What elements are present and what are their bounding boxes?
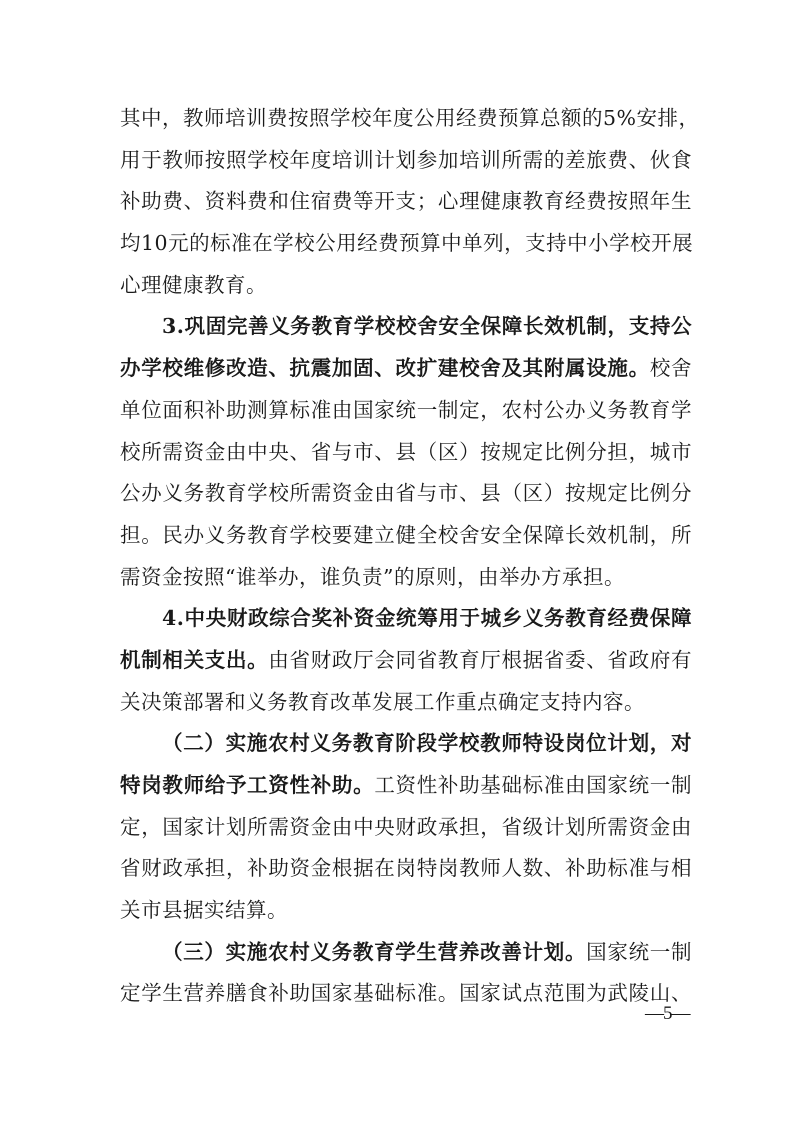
body-text: 单位面积补助测算标准由国家统一制定，农村公办义务教育学	[120, 397, 692, 422]
body-text: 公办义务教育学校所需资金由省与市、县（区）按规定比例分	[120, 481, 692, 506]
text-line	[120, 223, 692, 265]
body-text: 由省财政厅会同省教育厅根据省委、省政府有	[268, 647, 693, 672]
body-text: 均10元的标准在学校公用经费预算中单列，支持中小学校开展	[120, 231, 694, 256]
body-text: 心理健康教育。	[120, 272, 267, 297]
body-text: 省财政承担，补助资金根据在岗特岗教师人数、补助标准与相	[120, 856, 692, 881]
body-text: 校所需资金由中央、省与市、县（区）按规定比例分担，城市	[120, 439, 692, 464]
text-line	[120, 515, 692, 557]
text-line	[120, 932, 692, 974]
body-text: 校舍	[649, 356, 693, 381]
bold-heading-text: 4.中央财政综合奖补资金统筹用于城乡义务教育经费保障	[162, 606, 692, 631]
text-line	[120, 390, 692, 432]
body-text: 担。民办义务教育学校要建立健全校舍安全保障长效机制，所	[120, 522, 692, 547]
bold-heading-text: 办学校维修改造、抗震加固、改扩建校舍及其附属设施。	[120, 356, 650, 381]
text-line	[120, 432, 692, 474]
text-line	[120, 348, 692, 390]
text-line	[120, 682, 692, 724]
body-text: 需资金按照“谁举办，谁负责”的原则，由举办方承担。	[120, 564, 625, 589]
body-text: 关市县据实结算。	[120, 898, 288, 923]
bold-heading-text: （三）实施农村义务教育学生营养改善计划。	[162, 939, 587, 964]
text-line	[120, 890, 692, 932]
text-line	[120, 98, 700, 140]
body-text: 用于教师按照学校年度培训计划参加培训所需的差旅费、伙食	[120, 147, 692, 172]
text-line	[120, 557, 692, 599]
text-line	[120, 765, 692, 807]
body-text: 国家统一制	[586, 939, 693, 964]
text-line	[120, 723, 692, 765]
text-line	[120, 306, 692, 348]
text-line	[120, 598, 692, 640]
text-line	[120, 973, 692, 1015]
bold-heading-text: （二）实施农村义务教育阶段学校教师特设岗位计划，对	[162, 731, 692, 756]
text-line	[120, 640, 692, 682]
text-line	[120, 807, 692, 849]
body-text: 定，国家计划所需资金由中央财政承担，省级计划所需资金由	[120, 814, 692, 839]
body-text: 补助费、资料费和住宿费等开支；心理健康教育经费按照年生	[120, 189, 692, 214]
bold-heading-text: 特岗教师给予工资性补助。	[120, 773, 375, 797]
bold-heading-text: 3.巩固完善义务教育学校校舍安全保障长效机制，支持公	[162, 314, 692, 339]
document-body	[120, 98, 700, 1015]
body-text: 工资性补助基础标准由国家统一制	[374, 773, 693, 797]
text-line	[120, 265, 692, 307]
bold-heading-text: 机制相关支出。	[120, 647, 269, 672]
body-text: 定学生营养膳食补助国家基础标准。国家试点范围为武陵山、	[120, 981, 692, 1006]
text-line	[120, 848, 692, 890]
body-text: 关决策部署和义务教育改革发展工作重点确定支持内容。	[120, 689, 645, 714]
text-line	[120, 140, 692, 182]
body-text: 其中，教师培训费按照学校年度公用经费预算总额的5%安排，	[120, 106, 700, 130]
text-line	[120, 181, 692, 223]
page-number: —5—	[645, 1003, 690, 1024]
text-line	[120, 473, 692, 515]
